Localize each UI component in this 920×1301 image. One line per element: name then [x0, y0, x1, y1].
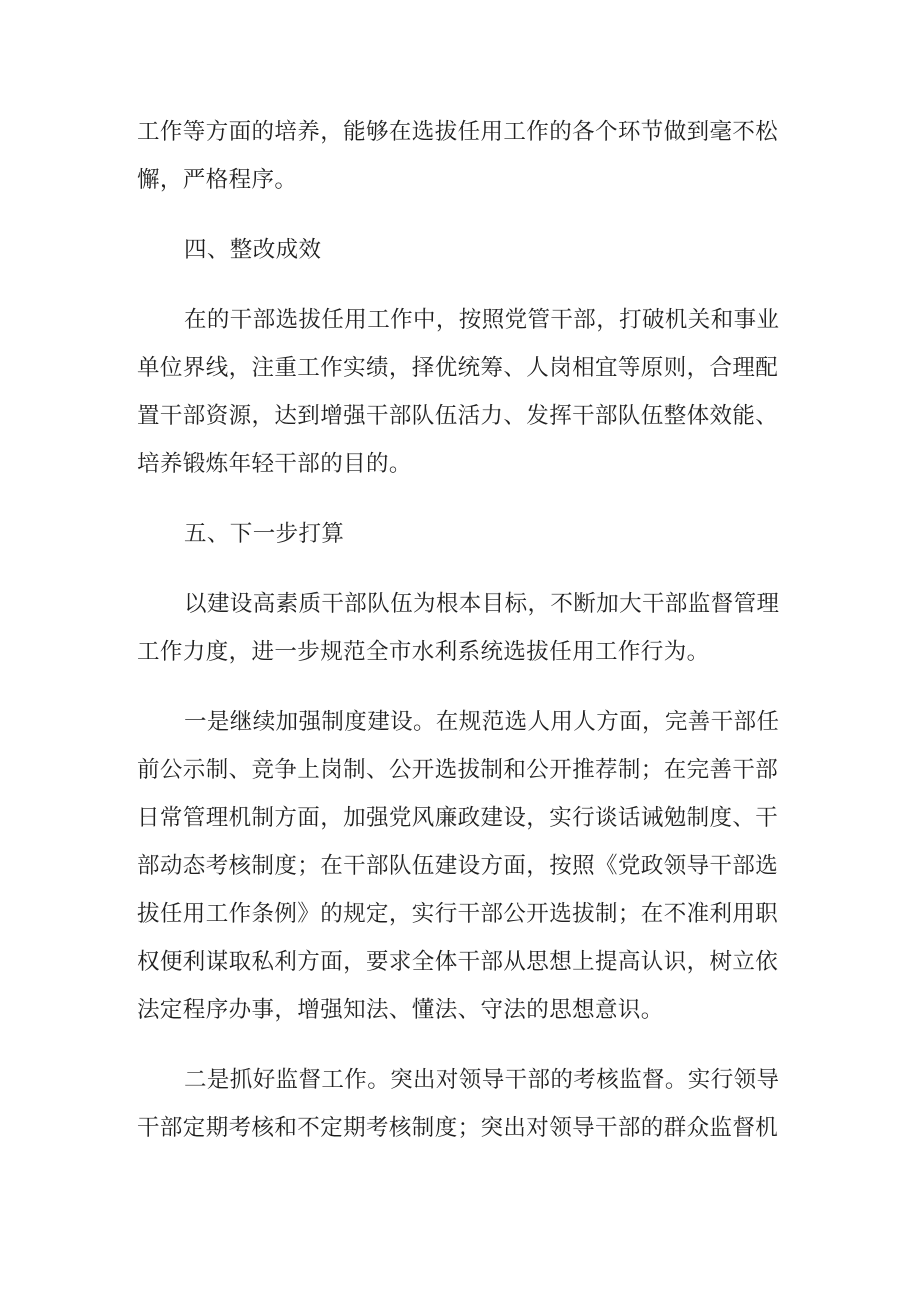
paragraph-first-line: 二是抓好监督工作。突出对领导干部的考核监督。实行领导	[184, 1067, 780, 1093]
text-line: 权便利谋取私利方面，要求全体干部从思想上提高认识，树立依	[137, 949, 779, 975]
text-line: 懈，严格程序。	[137, 167, 298, 193]
section-heading: 四、整改成效	[184, 237, 322, 263]
text-line: 拔任用工作条例》的规定，实行干部公开选拔制；在不准利用职	[137, 901, 779, 927]
text-line: 培养锻炼年轻干部的目的。	[137, 451, 412, 477]
text-line: 干部定期考核和不定期考核制度；突出对领导干部的群众监督机	[137, 1115, 779, 1141]
text-line: 法定程序办事，增强知法、懂法、守法的思想意识。	[137, 997, 664, 1023]
paragraph-first-line: 在的干部选拔任用工作中，按照党管干部，打破机关和事业	[184, 307, 780, 333]
text-line: 工作力度，进一步规范全市水利系统选拔任用工作行为。	[137, 639, 710, 665]
paragraph-first-line: 一是继续加强制度建设。在规范选人用人方面，完善干部任	[184, 709, 780, 735]
section-heading: 五、下一步打算	[184, 521, 345, 547]
paragraph-first-line: 以建设高素质干部队伍为根本目标，不断加大干部监督管理	[184, 591, 780, 617]
text-line: 置干部资源，达到增强干部队伍活力、发挥干部队伍整体效能、	[137, 403, 779, 429]
text-line: 部动态考核制度；在干部队伍建设方面，按照《党政领导干部选	[137, 853, 779, 879]
text-line: 单位界线，注重工作实绩，择优统筹、人岗相宜等原则，合理配	[137, 355, 779, 381]
text-line: 日常管理机制方面，加强党风廉政建设，实行谈话诫勉制度、干	[137, 805, 779, 831]
text-line: 前公示制、竞争上岗制、公开选拔制和公开推荐制；在完善干部	[137, 757, 779, 783]
text-line: 工作等方面的培养，能够在选拔任用工作的各个环节做到毫不松	[137, 119, 779, 145]
